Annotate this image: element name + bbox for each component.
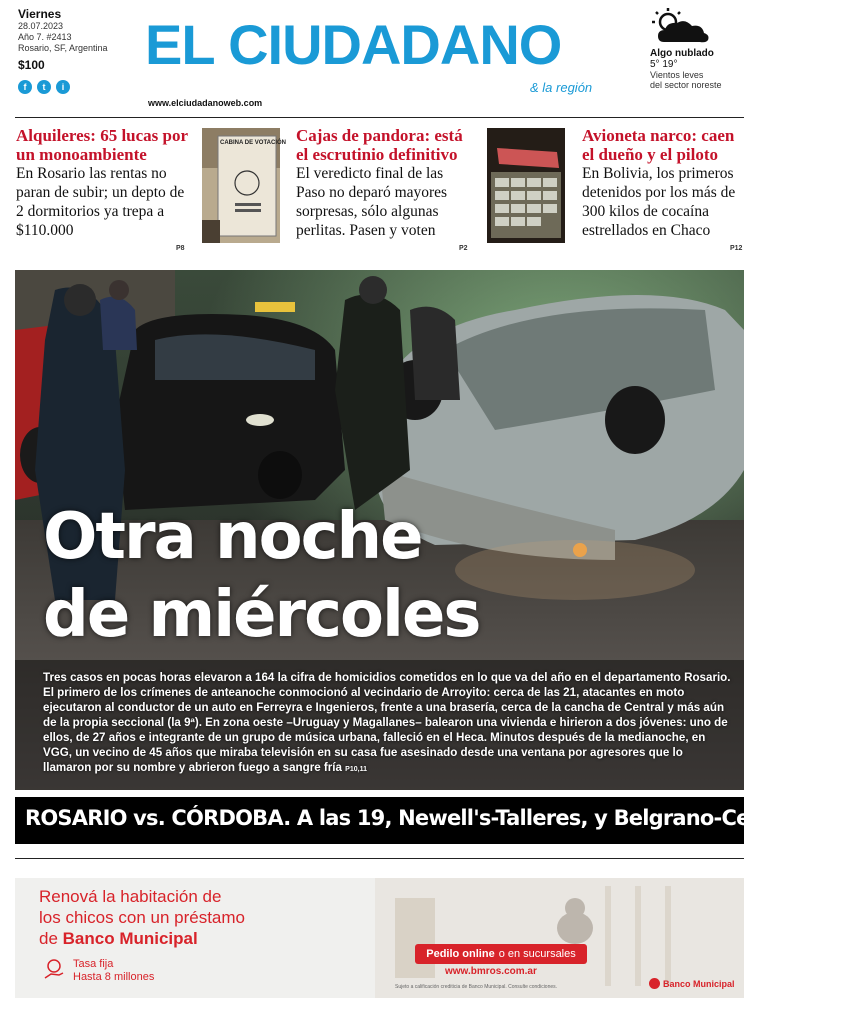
teaser-body: En Rosario las rentas no paran de subir; un depto de 2 dormitorios ya trepa a $110.000: [16, 165, 185, 239]
hero-headline: [43, 498, 479, 654]
bank-logo-icon: [649, 978, 660, 989]
ad-cta-bold: Pedilo online: [426, 948, 495, 960]
masthead-subtitle: & la región: [530, 80, 593, 95]
ad-fixed-rate: Tasa fija: [73, 958, 114, 970]
weather-wind-line1: Vientos leves: [650, 70, 704, 80]
instagram-icon[interactable]: i: [56, 80, 70, 94]
sports-banner-text: ROSARIO vs. CÓRDOBA. A las 19, Newell's-Talleres, y Belgrano-Central: [25, 806, 803, 830]
edition-number: Año 7. #2413: [18, 32, 72, 42]
social-links: [18, 80, 138, 94]
ad-headline: [39, 886, 245, 949]
ad-cta-rest: o en sucursales: [498, 948, 576, 960]
weather-temps: 5° 19°: [650, 59, 678, 70]
ad-line-1: Renová la habitación de: [39, 887, 222, 906]
hero-story[interactable]: [15, 270, 744, 790]
edition-date: 28.07.2023: [18, 21, 64, 31]
bank-advertisement[interactable]: [15, 878, 744, 998]
ad-max-amount: Hasta 8 millones: [73, 971, 155, 983]
teaser-page-ref: P8: [176, 245, 185, 252]
teaser-page-ref: P2: [459, 245, 468, 252]
weather-wind-line2: del sector noreste: [650, 80, 722, 90]
headline-line-1: Otra noche: [43, 500, 422, 574]
drug-bundles-photo: [487, 128, 565, 243]
hero-body-text: Tres casos en pocas horas elevaron a 164 la cifra de homicidios cometidos en lo que va del año en el departamento Rosario. El primero de los crímenes de anteanoche conmocionó al vecindario de Arroyito: cerca de las 21, atacantes en moto ejecutaron al conductor de un auto en Ferreyra e Ingenieros, frente a una brasería, cerca de la cancha de Central y más aún de la propia seccional (la 9ª). En zona oeste –Uruguay y Magallanes– balearon una vivienda e hirieron a dos jóvenes: uno de ellos, de 27 años e integrante de un grupo de música urbana, falleció en el Heca. Minutos después de la medianoche, en VGG, un vecino de 45 años que miraba televisión en su casa fue asesinado desde una ventana por agresores que lo llamaron por su nombre y abrieron fuego a sangre fría: [43, 671, 731, 774]
ballot-box-photo: [202, 128, 286, 243]
teaser-title: Avioneta narco: caen el dueño y el piloto: [582, 126, 735, 164]
ad-brand-name: Banco Municipal: [663, 978, 735, 989]
sports-page-ref: P14,15: [808, 817, 843, 828]
teaser-rentals[interactable]: [16, 126, 192, 240]
weather-condition: Algo nublado: [650, 48, 714, 59]
edition-location: Rosario, SF, Argentina: [18, 43, 108, 53]
masthead-logo[interactable]: EL CIUDADANO: [145, 13, 562, 76]
ad-legal-text: Sujeto a calificación crediticia de Banco Municipal. Consulte condiciones.: [395, 984, 558, 990]
ad-cta-button[interactable]: [415, 944, 587, 964]
teaser-title: Alquileres: 65 lucas por un monoambiente: [16, 126, 188, 164]
hero-body: [43, 670, 733, 777]
teaser-body: El veredicto final de las Paso no deparó mayores sorpresas, sólo algunas perlitas. Pasen y voten: [296, 165, 448, 239]
ad-line-3-brand: Banco Municipal: [62, 929, 198, 948]
facebook-icon[interactable]: f: [18, 80, 32, 94]
sports-banner[interactable]: [15, 797, 843, 844]
edition-day: Viernes: [18, 7, 62, 21]
headline-line-2: de miércoles: [43, 578, 480, 652]
teaser-elections[interactable]: [296, 126, 472, 240]
partly-cloudy-icon: [650, 8, 712, 48]
ad-line-3-prefix: de: [39, 929, 63, 948]
ad-divider: [15, 858, 744, 859]
ad-brand-logo: [649, 978, 735, 989]
edition-price: $100: [18, 58, 45, 72]
ad-website[interactable]: www.bmros.com.ar: [445, 966, 537, 977]
edition-info: [18, 8, 138, 94]
ad-rate-info: [43, 958, 154, 984]
hero-page-ref: P10,11: [345, 766, 367, 773]
ad-line-3: [39, 928, 245, 949]
teaser-body: En Bolivia, los primeros detenidos por los más de 300 kilos de cocaína estrellados en Chaco: [582, 165, 736, 239]
ballot-box-label: CABINA DE VOTACIÓN: [220, 140, 286, 146]
header-divider: [15, 117, 744, 118]
ad-line-2: los chicos con un préstamo: [39, 908, 245, 927]
website-link[interactable]: www.elciudadanoweb.com: [148, 98, 263, 108]
money-hand-icon: [43, 958, 65, 980]
teaser-page-ref: P12: [730, 245, 743, 252]
weather-widget: [650, 8, 745, 90]
teaser-narco-plane[interactable]: [582, 126, 744, 240]
twitter-icon[interactable]: t: [37, 80, 51, 94]
teaser-title: Cajas de pandora: está el escrutinio definitivo: [296, 126, 463, 164]
